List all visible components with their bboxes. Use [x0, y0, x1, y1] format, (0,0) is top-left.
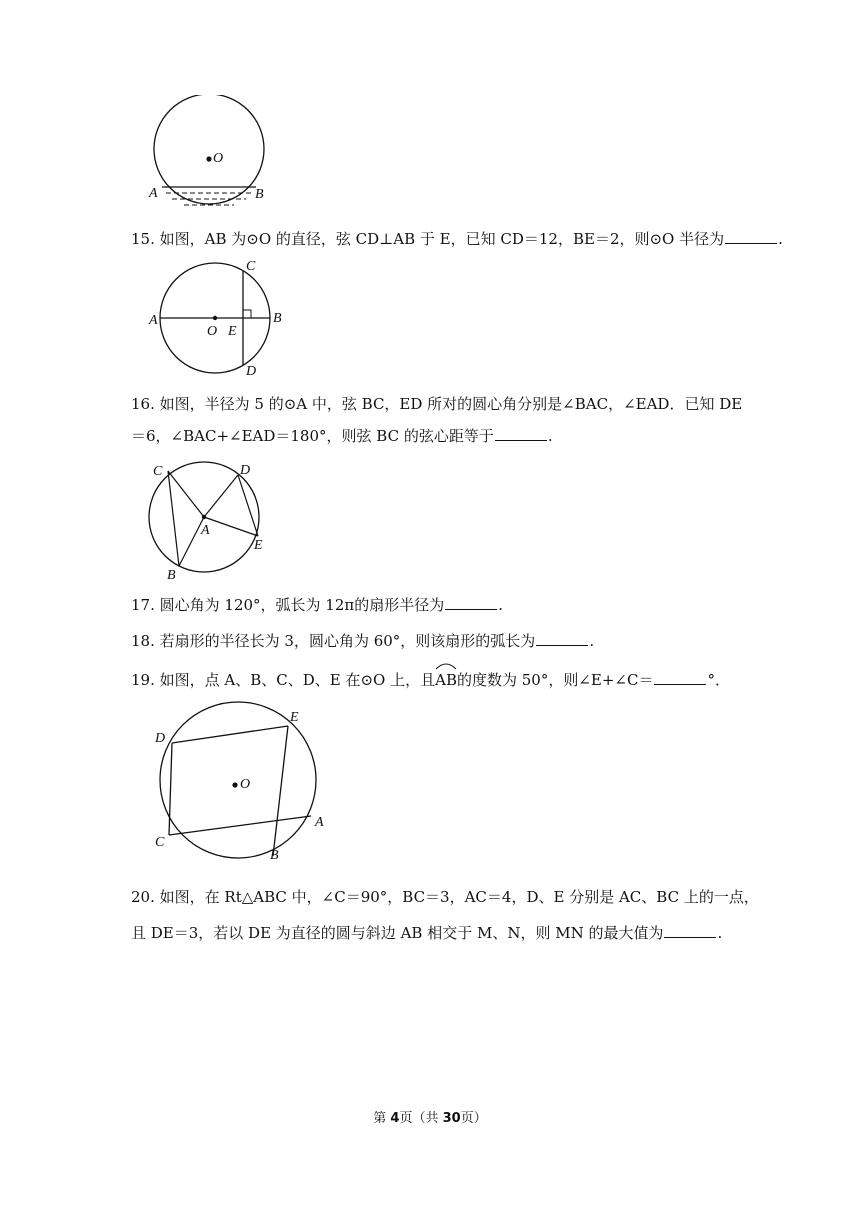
- question-15: [131, 228, 783, 250]
- question-text: ＝6，∠BAC+∠EAD＝180°，则弦 BC 的弦心距等于: [131, 427, 494, 445]
- question-text-before: 如图，点 A、B、C、D、E 在⊙O 上，且: [159, 671, 436, 689]
- footer-suffix: 页）: [460, 1111, 487, 1126]
- footer-mid: 页（共: [399, 1111, 443, 1126]
- question-end: .: [547, 427, 553, 445]
- answer-blank[interactable]: [536, 631, 588, 646]
- footer-prefix: 第: [373, 1111, 391, 1126]
- question-text: 如图，在 Rt△ABC 中，∠C＝90°，BC＝3，AC＝4，D、E 分别是 AC、BC 上的一点，: [159, 888, 759, 906]
- label-a: A: [315, 815, 324, 830]
- question-end: °．: [707, 671, 730, 689]
- label-a: A: [201, 523, 210, 538]
- label-c: C: [155, 835, 165, 850]
- chord-eb: [273, 726, 288, 856]
- footer-page-number: 4: [390, 1111, 400, 1126]
- question-20-line-1: [131, 886, 759, 908]
- label-c: C: [153, 464, 163, 479]
- center-point: [206, 156, 211, 161]
- label-a: A: [149, 186, 158, 201]
- chord-bc: [168, 471, 179, 566]
- question-text: 圆心角为 120°，弧长为 12π的扇形半径为: [159, 596, 445, 614]
- question-text: 且 DE＝3，若以 DE 为直径的圆与斜边 AB 相交于 M、N，则 MN 的最大值为: [131, 924, 664, 942]
- figure-15-circle: [140, 255, 290, 380]
- arc-mark-icon: [435, 662, 457, 670]
- answer-blank[interactable]: [654, 670, 706, 685]
- question-number: 19.: [131, 671, 155, 689]
- label-o: O: [240, 777, 251, 792]
- label-b: B: [273, 311, 282, 326]
- page-footer: [0, 1107, 860, 1126]
- arc-label: AB: [435, 671, 457, 689]
- question-text: 如图，半径为 5 的⊙A 中，弦 BC，ED 所对的圆心角分别是∠BAC，∠EAD．已知 DE: [159, 395, 743, 413]
- label-o: O: [207, 324, 218, 339]
- question-17: [131, 594, 503, 616]
- question-number: 18.: [131, 632, 155, 650]
- question-18: [131, 630, 594, 652]
- label-a: A: [149, 313, 158, 328]
- question-16-line-2: [131, 425, 553, 447]
- chord-de: [172, 726, 288, 743]
- radius-ac: [168, 471, 204, 517]
- label-o: O: [213, 151, 224, 166]
- question-text: 若扇形的半径长为 3，圆心角为 60°，则该扇形的弧长为: [159, 632, 536, 650]
- label-d: D: [155, 731, 166, 746]
- label-e: E: [228, 324, 237, 339]
- figure-19-circle: [145, 700, 345, 860]
- question-number: 15.: [131, 230, 155, 248]
- label-d: D: [240, 463, 251, 478]
- figure-16-circle: [140, 455, 280, 585]
- question-number: 20.: [131, 888, 155, 906]
- question-end: .: [589, 632, 595, 650]
- answer-blank[interactable]: [664, 923, 716, 938]
- answer-blank[interactable]: [725, 229, 777, 244]
- question-end: .: [778, 230, 783, 248]
- question-19: [131, 669, 730, 691]
- label-e: E: [290, 710, 299, 725]
- radius-ad: [204, 475, 238, 517]
- label-e: E: [254, 538, 263, 553]
- label-b: B: [167, 568, 176, 583]
- question-text-after: 的度数为 50°，则∠E+∠C＝: [456, 671, 654, 689]
- radius-ae: [204, 517, 258, 536]
- question-20-line-2: [131, 922, 722, 944]
- figure-14-circle: [140, 95, 280, 210]
- label-c: C: [246, 259, 256, 274]
- question-number: 16.: [131, 395, 155, 413]
- arc-ab: [435, 669, 457, 691]
- question-number: 17.: [131, 596, 155, 614]
- answer-blank[interactable]: [495, 426, 547, 441]
- question-text: 如图，AB 为⊙O 的直径，弦 CD⊥AB 于 E，已知 CD＝12，BE＝2，则⊙O 半径为: [159, 230, 725, 248]
- label-b: B: [255, 187, 264, 202]
- question-end: .: [498, 596, 504, 614]
- question-16-line-1: [131, 393, 742, 415]
- label-d: D: [246, 364, 257, 379]
- answer-blank[interactable]: [445, 595, 497, 610]
- chord-ca: [169, 816, 311, 835]
- label-b: B: [270, 848, 279, 860]
- footer-total-pages: 30: [442, 1111, 461, 1126]
- question-end: .: [717, 924, 723, 942]
